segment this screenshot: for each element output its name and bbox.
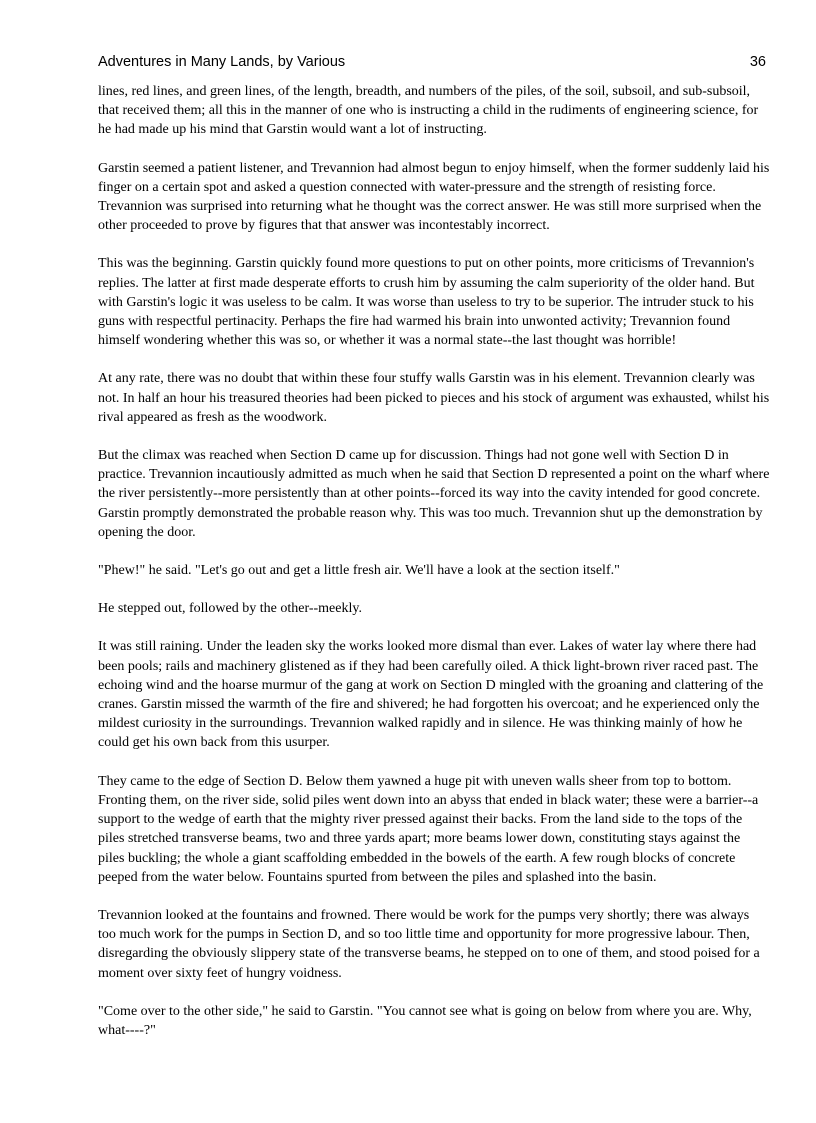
paragraph: He stepped out, followed by the other--meekly. xyxy=(98,601,362,617)
paragraph: Trevannion looked at the fountains and frowned. There would be work for the pumps very shortly; there was always too much work for the pumps in Section D, and so too little time and opportunity for more progressive labour. Then, disregarding the obviously slippery state of the transverse beams, he stepped on to one of them, and stood poised for a moment over sixty feet of hungry voidness. xyxy=(98,907,760,981)
body-text xyxy=(98,82,770,1059)
page-header xyxy=(98,51,766,73)
paragraph: lines, red lines, and green lines, of the length, breadth, and numbers of the piles, of the soil, subsoil, and sub-subsoil, that received them; all this in the manner of one who is instructing a child in the rudiments of engineering science, for he had made up his mind that Garstin would want a lot of instructing. xyxy=(98,84,759,138)
paragraph: It was still raining. Under the leaden sky the works looked more dismal than ever. Lakes of water lay where there had been pools; rails and machinery glistened as if they had been carefully oiled. A thick light-brown river raced past. The echoing wind and the hoarse murmur of the gang at work on Section D mingled with the groaning and clattering of the cranes. Garstin missed the warmth of the fire and shivered; he had forgotten his overcoat; and he experienced only the mildest curiosity in the surroundings. Trevannion walked rapidly and in silence. He was thinking mainly of how he could get his own back from this usurper. xyxy=(98,639,764,751)
page-number: 36 xyxy=(749,54,766,70)
paragraph: "Come over to the other side," he said to Garstin. "You cannot see what is going on below from where you are. Why, what----?" xyxy=(98,1003,752,1038)
paragraph: At any rate, there was no doubt that within these four stuffy walls Garstin was in his element. Trevannion clearly was not. In half an hour his treasured theories had been picked to pieces and his stock of argument was exhausted, whilst his rival appeared as fresh as the woodwork. xyxy=(98,371,770,425)
paragraph: Garstin seemed a patient listener, and Trevannion had almost begun to enjoy himself, when the former suddenly laid his finger on a certain spot and asked a question connected with water-pressure and the strength of resisting force. Trevannion was surprised into returning what he thought was the correct answer. He was still more surprised when the other proceeded to prove by figures that that answer was incontestably incorrect. xyxy=(98,160,770,234)
paragraph: "Phew!" he said. "Let's go out and get a little fresh air. We'll have a look at the section itself." xyxy=(98,563,620,579)
paragraph: This was the beginning. Garstin quickly found more questions to put on other points, more criticisms of Trevannion's replies. The latter at first made desperate efforts to crush him by assuming the calm superiority of the older hand. But with Garstin's logic it was useless to be calm. It was worse than useless to try to be superior. The intruder stuck to his guns with respectful pertinacity. Perhaps the fire had warmed his brain into unwonted activity; Trevannion found himself wondering whether this was so, or whether it was a normal state--the last thought was horrible! xyxy=(98,256,755,349)
paragraph: They came to the edge of Section D. Below them yawned a huge pit with uneven walls sheer from top to bottom. Fronting them, on the river side, solid piles went down into an abyss that ended in black water; these were a barrier--a support to the wedge of earth that the mighty river pressed against their backs. From the land side to the tops of the piles stretched transverse beams, two and three yards apart; more beams lower down, constituting stays against the piles buckling; the whole a giant scaffolding embedded in the bowels of the earth. A few rough blocks of concrete peeped from the water below. Fountains spurted from between the piles and splashed into the basin. xyxy=(98,773,759,885)
paragraph: But the climax was reached when Section D came up for discussion. Things had not gone well with Section D in practice. Trevannion incautiously admitted as much when he said that Section D represented a point on the wharf where the river persistently--more persistently than at other points--forced its way into the cavity intended for good concrete. Garstin promptly demonstrated the probable reason why. This was too much. Trevannion shut up the demonstration by opening the door. xyxy=(98,448,770,540)
book-title: Adventures in Many Lands, by Various xyxy=(98,54,346,70)
